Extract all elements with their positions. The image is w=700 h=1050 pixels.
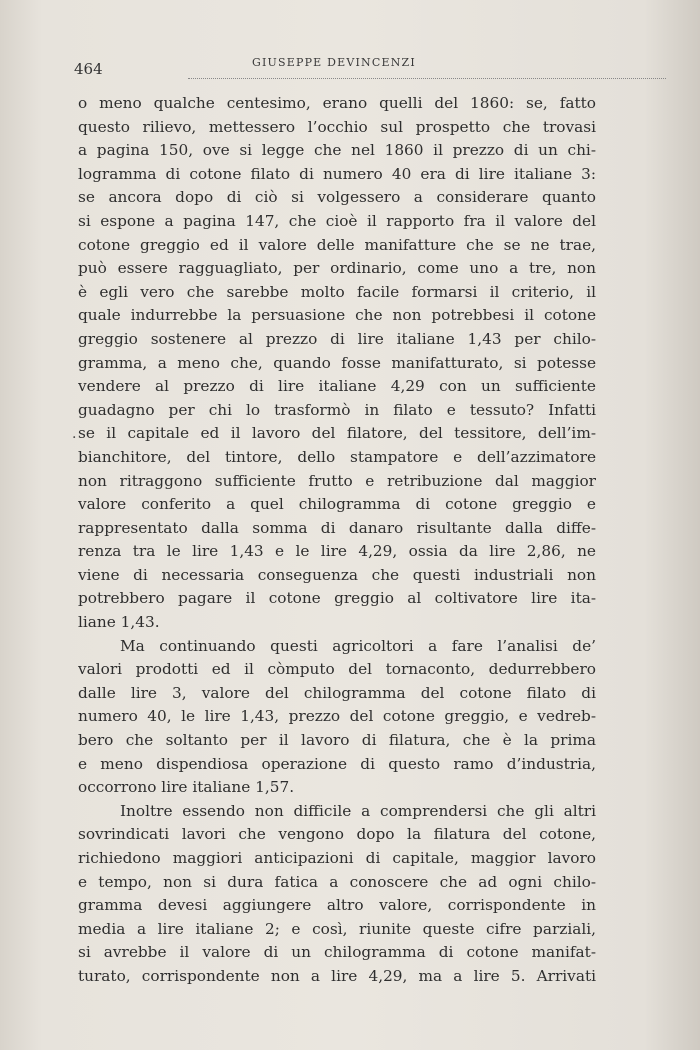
text-line: greggio sostenere al prezzo di lire italiane 1,43 per chilo- (78, 329, 596, 348)
text-line: può essere ragguagliato, per ordinario, come uno a tre, non (78, 259, 596, 278)
text-line: Inoltre essendo non difficile a comprendersi che gli altri (120, 801, 596, 820)
text-line: bero che soltanto per il lavoro di filatura, che è la prima (78, 731, 596, 750)
text-line: cotone greggio ed il valore delle manifatture che se ne trae, (78, 235, 596, 254)
text-line: e meno dispendiosa operazione di questo ramo d’industria, (78, 754, 596, 773)
running-head: GIUSEPPE DEVINCENZI (252, 56, 416, 69)
text-line: renza tra le lire 1,43 e le lire 4,29, ossia da lire 2,86, ne (78, 542, 596, 561)
page-number: 464 (74, 60, 103, 78)
text-line: gramma, a meno che, quando fosse manifatturato, si potesse (78, 353, 596, 372)
text-line: sovrindicati lavori che vengono dopo la filatura del cotone, (78, 825, 596, 844)
text-line: valore conferito a quel chilogramma di cotone greggio e (78, 495, 596, 514)
body-text (78, 92, 596, 989)
text-line: numero 40, le lire 1,43, prezzo del cotone greggio, e vedreb- (78, 707, 596, 726)
text-line: si espone a pagina 147, che cioè il rapporto fra il valore del (78, 211, 596, 230)
text-line: viene di necessaria conseguenza che questi industriali non (78, 565, 596, 584)
text-line: dalle lire 3, valore del chilogramma del cotone filato di (78, 683, 596, 702)
text-line: richiedono maggiori anticipazioni di capitale, maggior lavoro (78, 849, 596, 867)
text-line: liane 1,43. (78, 613, 160, 632)
text-line: Ma continuando questi agricoltori a fare l’analisi de’ (120, 636, 596, 655)
text-line: e tempo, non si dura fatica a conoscere che ad ogni chilo- (78, 872, 596, 891)
text-line: media a lire italiane 2; e così, riunite queste cifre parziali, (78, 919, 596, 938)
text-line: vendere al prezzo di lire italiane 4,29 con un sufficiente (78, 377, 596, 396)
page-header (70, 56, 596, 82)
header-rule (188, 78, 666, 79)
text-line: occorrono lire italiane 1,57. (78, 778, 295, 797)
text-line: se il capitale ed il lavoro del filatore, del tessitore, dell’im- (78, 424, 596, 443)
text-line: è egli vero che sarebbe molto facile formarsi il criterio, il (78, 282, 596, 301)
text-line: quale indurrebbe la persuasione che non potrebbesi il cotone (78, 306, 596, 325)
text-line: non ritraggono sufficiente frutto e retribuzione dal maggior (78, 471, 596, 490)
text-line: a pagina 150, ove si legge che nel 1860 il prezzo di un chi- (78, 141, 596, 160)
text-line: valori prodotti ed il còmputo del tornaconto, dedurrebbero (78, 660, 596, 679)
text-line: o meno qualche centesimo, erano quelli del 1860: se, fatto (78, 94, 596, 112)
text-line: turato, corrispondente non a lire 4,29, ma a lire 5. Arrivati (78, 966, 596, 985)
margin-mark: . (72, 426, 77, 442)
text-line: logramma di cotone filato di numero 40 era di lire italiane 3: (78, 164, 596, 183)
text-line: rappresentato dalla somma di danaro risultante dalla diffe- (78, 518, 596, 537)
text-line: se ancora dopo di ciò si volgessero a considerare quanto (78, 188, 596, 207)
text-line: si avrebbe il valore di un chilogramma di cotone manifat- (78, 943, 596, 962)
text-line: guadagno per chi lo trasformò in filato e tessuto? Infatti (78, 400, 596, 419)
text-line: gramma devesi aggiungere altro valore, corrispondente in (78, 896, 596, 915)
text-line: bianchitore, del tintore, dello stampatore e dell’azzimatore (78, 447, 596, 466)
text-line: questo rilievo, mettessero l’occhio sul prospetto che trovasi (78, 117, 596, 136)
text-line: potrebbero pagare il cotone greggio al coltivatore lire ita- (78, 589, 596, 608)
